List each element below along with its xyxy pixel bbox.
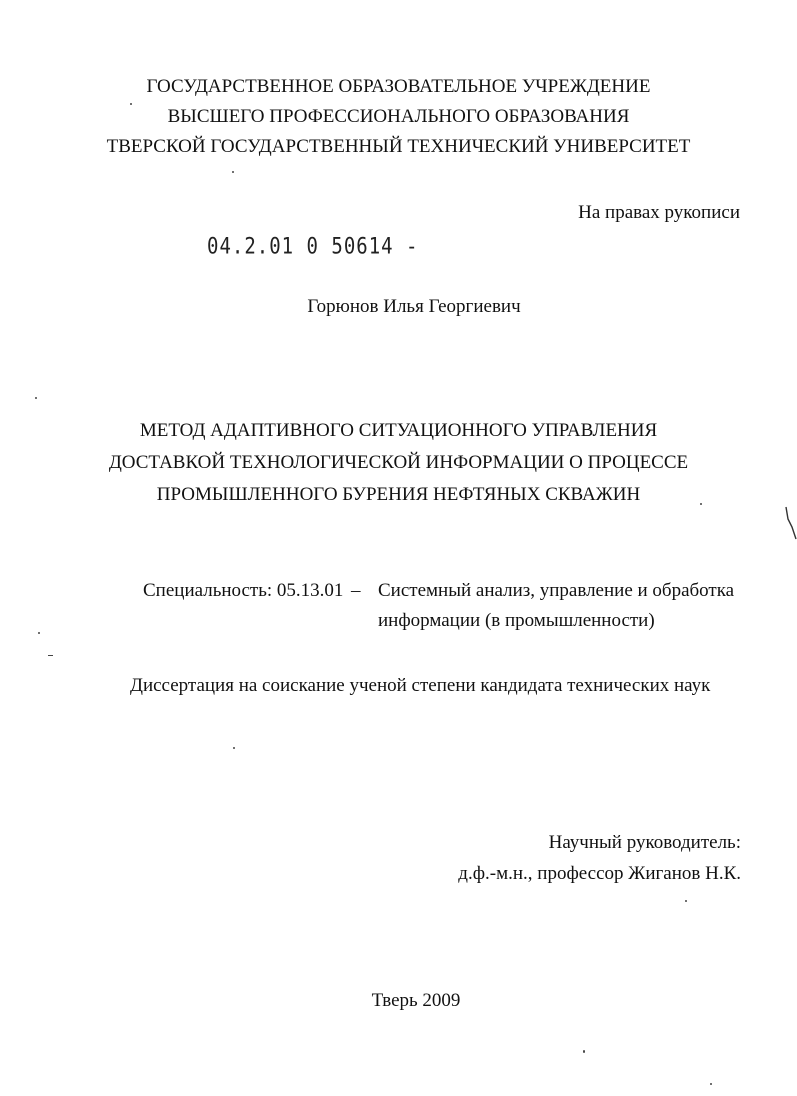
stamp-number: 04.2.01 0 50614 - <box>207 234 419 260</box>
specialty-line-1: Системный анализ, управление и обработка <box>378 580 735 601</box>
institution-header <box>0 76 797 166</box>
scan-speck <box>233 747 235 749</box>
specialty-description <box>378 580 734 640</box>
title-line-1: МЕТОД АДАПТИВНОГО СИТУАЦИОННОГО УПРАВЛЕНИЯ <box>139 420 658 441</box>
institution-line-3: ТВЕРСКОЙ ГОСУДАРСТВЕННЫЙ ТЕХНИЧЕСКИЙ УНИВЕРСИТЕТ <box>106 136 691 157</box>
scan-speck <box>700 503 702 505</box>
manuscript-note: На правах рукописи <box>578 202 740 223</box>
scan-speck <box>48 655 53 656</box>
advisor-name: д.ф.-м.н., профессор Жиганов Н.К. <box>458 863 741 884</box>
institution-line-1: ГОСУДАРСТВЕННОЕ ОБРАЗОВАТЕЛЬНОЕ УЧРЕЖДЕНИЕ <box>146 76 651 97</box>
specialty-dash: – <box>351 580 361 601</box>
scan-speck <box>35 397 37 399</box>
dissertation-note: Диссертация на соискание ученой степени кандидата технических наук <box>130 675 711 696</box>
author-name: Горюнов Илья Георгиевич <box>307 296 521 317</box>
scan-speck <box>38 632 40 634</box>
scan-speck <box>710 1083 712 1085</box>
advisor-label: Научный руководитель: <box>548 832 741 853</box>
title-line-3: ПРОМЫШЛЕННОГО БУРЕНИЯ НЕФТЯНЫХ СКВАЖИН <box>156 484 641 505</box>
specialty-line-2: информации (в промышленности) <box>378 610 655 631</box>
dissertation-title <box>0 420 797 516</box>
scientific-advisor <box>458 832 741 894</box>
scan-speck <box>685 900 687 902</box>
title-line-2: ДОСТАВКОЙ ТЕХНОЛОГИЧЕСКОЙ ИНФОРМАЦИИ О ПРОЦЕССЕ <box>108 452 689 473</box>
scan-speck <box>232 171 234 173</box>
city-year: Тверь 2009 <box>371 990 461 1011</box>
scan-speck <box>583 1050 585 1053</box>
scan-mark-icon <box>778 505 797 545</box>
scan-speck <box>130 103 132 105</box>
specialty-label: Специальность: 05.13.01 <box>143 580 344 601</box>
institution-line-2: ВЫСШЕГО ПРОФЕССИОНАЛЬНОГО ОБРАЗОВАНИЯ <box>167 106 630 127</box>
